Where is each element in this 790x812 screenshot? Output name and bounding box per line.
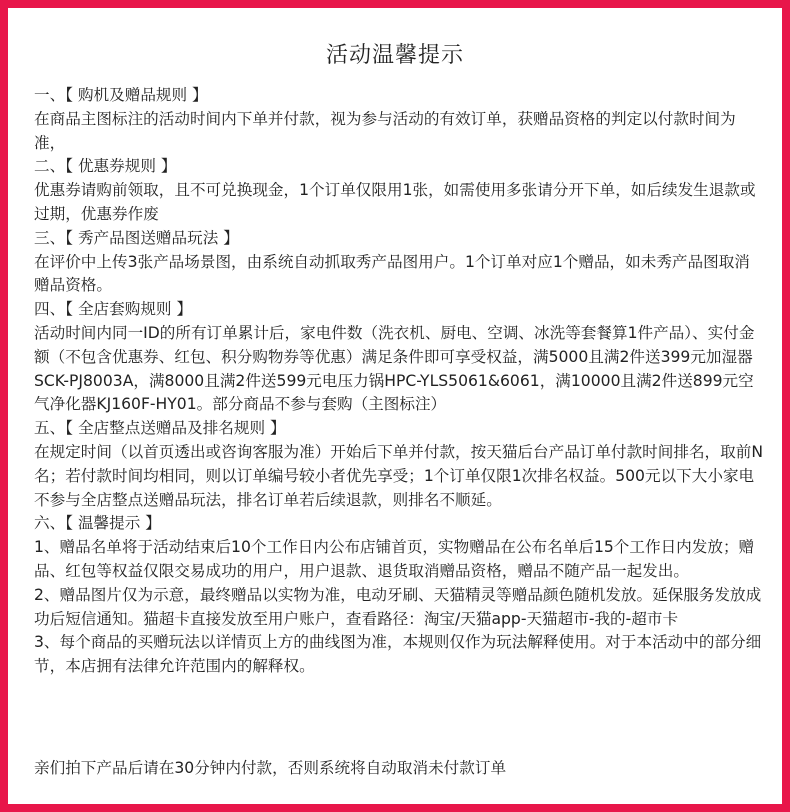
section-heading-bundle: 四、【 全店套购规则 】 (34, 300, 193, 319)
section-heading-tips: 六、【 温馨提示 】 (34, 514, 161, 533)
notice-panel (8, 8, 782, 804)
note-gift-images: 2、赠品图片仅为示意，最终赠品以实物为准，电动牙刷、天猫精灵等赠品颜色随机发放。延保服务发放成功后短信通知。猫超卡直接发放至用户账户，查看路径：淘宝/天猫app-天猫超市-我的-超市卡 (34, 585, 762, 628)
note-rules-interpretation: 3、每个商品的买赠玩法以详情页上方的曲线图为准，本规则仅作为玩法解释使用。对于本活动中的部分细节，本店拥有法律允许范围内的解释权。 (34, 633, 762, 676)
section-body-coupon: 优惠券请购前领取，且不可兑换现金，1个订单仅限用1张，如需使用多张请分开下单，如后续发生退款或过期，优惠券作废 (34, 181, 756, 223)
page-title: 活动温馨提示 (325, 43, 464, 68)
section-body-tips: 1、赠品名单将于活动结束后10个工作日内公布店铺首页，实物赠品在公布名单后15个工作日内发放；赠品、红包等权益仅限交易成功的用户，用户退款、退货取消赠品资格，赠品不随产品一起发出。 (34, 538, 755, 580)
section-body-ranking: 在规定时间（以首页透出或咨询客服为准）开始后下单并付款，按天猫后台产品订单付款时间排名，取前N名；若付款时间均相同，则以订单编号较小者优先享受；1个订单仅限1次排名权益。500元以下大小家电不参与全店整点送赠品玩法，排名订单若后续退款，则排名不顺延。 (34, 442, 763, 509)
section-body-purchase: 在商品主图标注的活动时间内下单并付款，视为参与活动的有效订单，获赠品资格的判定以付款时间为准， (34, 109, 736, 152)
section-heading-ranking: 五、【 全店整点送赠品及排名规则 】 (34, 419, 286, 438)
rules-content (34, 84, 764, 679)
section-body-bundle: 活动时间内同一ID的所有订单累计后，家电件数（洗衣机、厨电、空调、冰洗等套餐算1件产品）、实付金额（不包含优惠券、红包、积分购物券等优惠）满足条件即可享受权益，满5000且满2件送399元加湿器SCK-PJ8003A，满8000且满2件送599元电压力锅HPC-YLS5061&6061，满10000且满2件送899元空气净化器KJ160F-HY01。部分商品不参与套购（主图标注） (34, 323, 755, 414)
section-heading-coupon: 二、【 优惠券规则 】 (34, 157, 177, 176)
payment-reminder: 亲们拍下产品后请在30分钟内付款，否则系统将自动取消未付款订单 (34, 759, 507, 777)
section-body-photo-review: 在评价中上传3张产品场景图，由系统自动抓取秀产品图用户。1个订单对应1个赠品，如未秀产品图取消赠品资格。 (34, 252, 750, 295)
section-heading-purchase: 一、【 购机及赠品规则 】 (34, 86, 208, 104)
section-heading-photo-review: 三、【 秀产品图送赠品玩法 】 (34, 228, 239, 247)
